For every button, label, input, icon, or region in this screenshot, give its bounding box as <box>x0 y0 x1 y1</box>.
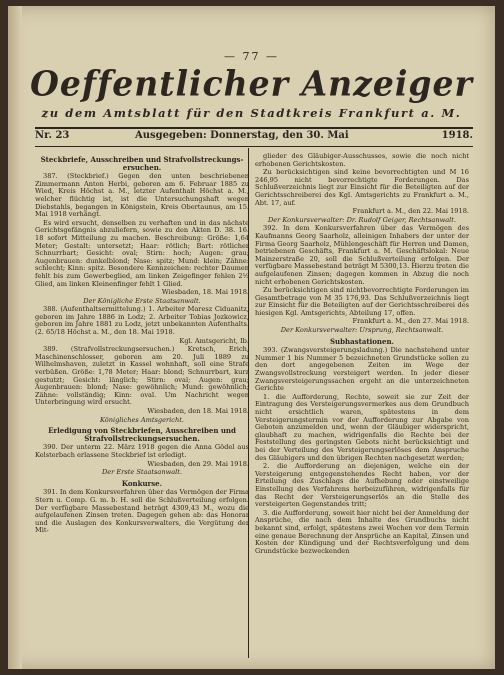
authority-line: Der Erste Staatsanwalt. <box>101 468 183 477</box>
notice-paragraph: Es wird ersucht, denselben zu verhaften und in das nächste Gerichtsgefängnis abzuliefern, sowie zu den Akten D. 38. 16. 18 sofort Mitteilung zu machen. Beschreibung: Größe: 1,64 Meter; Gestalt: untersetzt; Haar: rötlich; Bart: rötlicher Schnurrbart; Gesicht: oval; Stirn: hoch; Augen: grau; Augenbrauen: dunkelblond; Nase: spitz; Mund: klein; Zähne: schlecht; Kinn: spitz. Besondere Kennzeichen: rechter Daumen fehlt bis zum Gewerbeglied, am linken Zeigefinger fehlen 2½ Glied, am linken Kleinenfinger fehlt 1 Glied. <box>35 218 249 288</box>
gazette-subtitle: zu dem Amtsblatt für den Stadtkreis Frankfurt a. M. <box>41 106 462 120</box>
notice-paragraph: Zu berücksichtigen sind nichtbevorrechtigte Forderungen im Gesamtbetrage von M 35 176,93. Das Schlußverzeichnis liegt zur Einsicht für die Beteiligten auf der Gerichtsschreiberei des hiesigen Kgl. Amtsgerichts, Abteilung 17, offen. <box>255 286 469 317</box>
signature-line: Wiesbaden, den 29. Mai 1918. <box>147 459 249 468</box>
notice-paragraph: 2. die Aufforderung an diejenigen, welche ein der Versteigerung entgegenstehendes Recht haben, vor der Erteilung des Zuschlags die Aufhebung oder einstweilige Einstellung des Verfahrens herbeizuführen, widrigenfalls für das Recht der Versteigerungserlös an die Stelle des versteigerten Gegenstandes tritt; <box>255 462 469 509</box>
signature-line: Wiesbaden, den 18. Mai 1918. <box>147 407 249 415</box>
notice-paragraph: Zu berücksichtigen sind keine bevorrechtigten und M 16 246,95 nicht bevorrechtigte Forderungen. Das Schlußverzeichnis liegt zur Einsicht für die Beteiligten auf der Gerichtsschreiberei des Kgl. Amtsgerichts zu Frankfurt a. M., Abt. 17, auf. <box>255 168 469 207</box>
right-column <box>255 153 469 556</box>
notice-paragraph: 391. In dem Konkursverfahren über das Vermögen der Firma Stern u. Comp. G. m. b. H. soll die Schlußverteilung erfolgen. Der verfügbare Massebestand beträgt 4309,43 M., wozu die aufgelaufenen Zinsen treten. Dagegen gehen ab: das Honorar und die Auslagen des Konkursverwalters, die Vergütung der Mit- <box>35 488 249 535</box>
authority-line: Königliches Amtsgericht. <box>100 415 184 424</box>
notice-paragraph: 389. (Strafvollstreckungsersuchen.) Kretsch, Erich, Maschinenschlosser, geboren am 20. Juli 1889 zu Wilhelmshaven, zuletzt in Kassel wohnhaft, soll eine Strafe verbüßen. Größe: 1,78 Meter; Haar: blond; Schnurrbart, kurz gestutzt; Gesicht: länglich; Stirn: oval; Augen: grau; Augenbrauen: blond; Nase: gewöhnlich; Mund: gewöhnlich; Zähne: vollständig; Kinn: oval. Um Nachricht wegen Unterbringung wird ersucht. <box>35 345 249 407</box>
section-heading: Erledigung von Steckbriefen, Ausschreiben und Strafvollstreckungsersuchen. <box>48 426 236 443</box>
notice-paragraph: 387. (Steckbrief.) Gegen den unten beschriebenen Zimmermann Anton Herbi, geboren am 6. Februar 1885 zu Wied, Kreis Höchst a. M., letzter Aufenthalt Höchst a. M., welcher flüchtig ist, ist die Untersuchungshaft wegen Diebstahls, begangen in Königstein, Kreis Obertaunus, am 15. Mai 1918 verhängt. <box>35 172 249 219</box>
issue-year: 1918. <box>441 130 473 141</box>
issue-number: Nr. 23 <box>35 130 70 141</box>
signature-line: Wiesbaden, 18. Mai 1918. <box>161 288 249 297</box>
authority-line: Der Konkursverwalter: Ursprung, Rechtsanwalt. <box>280 326 444 335</box>
notice-paragraph: 388. (Aufenthaltsermittelung.) 1. Arbeiter Maresz Ciduanitz, geboren im Jahre 1886 in Lodz; 2. Arbeiter Tobias Jozkowicz, geboren im Jahre 1881 zu Lodz, jetzt unbekannten Aufenthalts. (2. 65/18 Höchst a. M., den 18. Mai 1918. <box>35 305 249 337</box>
header-rule-bottom <box>35 146 473 147</box>
issue-date: Ausgegeben: Donnerstag, den 30. Mai <box>135 130 349 141</box>
left-column <box>35 153 249 536</box>
section-heading: Konkurse. <box>121 478 163 488</box>
notice-paragraph: 390. Der unterm 22. März 1918 gegen die Anna Gödel aus Kelsterbach erlassene Steckbrief ist erledigt. <box>35 443 249 459</box>
section-heading: Steckbriefe, Ausschreiben und Strafvollstreckungs-ersuchen. <box>40 155 244 172</box>
section-heading: Subhastationen. <box>329 336 394 346</box>
notice-paragraph: glieder des Gläubiger-Ausschusses, sowie die noch nicht erhobenen Gerichtskosten. <box>255 152 469 168</box>
authority-line: Der Konkursverwalter: Dr. Rudolf Geiger, Rechtsanwalt. <box>267 215 457 224</box>
notice-paragraph: 3. die Aufforderung, soweit hier nicht bei der Anmeldung der Ansprüche, die nach dem Inhalte des Grundbuchs nicht bekannt sind, erfolgt, spätestens zwei Wochen vor dem Termin eine genaue Berechnung der Ansprüche an Kapital, Zinsen und Kosten der Kündigung und der Rechtsverfolgung und dem Grundstücke bezweckenden <box>255 508 469 555</box>
signature-line: Kgl. Amtsgericht, Ib. <box>179 336 249 345</box>
authority-line: Der Königliche Erste Staatsanwalt. <box>83 296 201 305</box>
signature-line: Frankfurt a. M., den 22. Mai 1918. <box>352 207 469 216</box>
gazette-page <box>8 6 495 669</box>
notice-paragraph: 1. die Aufforderung, Rechte, soweit sie zur Zeit der Eintragung des Versteigerungsvermerkes aus dem Grundbuch nicht ersichtlich waren, spätestens in dem Versteigerungstermin vor der Aufforderung zur Abgabe von Geboten anzumelden und, wenn der Gläubiger widerspricht, glaubhaft zu machen, widrigenfalls die Rechte bei der Feststellung des geringsten Gebots nicht berücksichtigt und bei der Verteilung des Versteigerungserlöses dem Anspruche des Gläubigers und den übrigen Rechten nachgesetzt werden; <box>255 392 469 462</box>
page-number: — 77 — <box>224 50 279 63</box>
header-rule-top <box>35 127 473 129</box>
gazette-title: Oeffentlicher Anzeiger <box>30 63 473 104</box>
notice-paragraph: 392. In dem Konkursverfahren über das Vermögen des Kaufmanns Georg Saarholz, alleinigen Inhabers der unter der Firma Georg Saarholz, Mühlengeschäft für Herren und Damen, betriebenen Geschäfts, Frankfurt a. M. Geschäftslokal: Neue Mainzerstraße 20, soll die Schlußverteilung erfolgen. Der verfügbare Massebestand beträgt M 5300,13. Hierzu treten die aufgelaufenen Zinsen; dagegen kommen in Abzug die noch nicht erhobenen Gerichtskosten. <box>255 224 469 286</box>
notice-paragraph: 393. (Zwangsversteigerungsladung.) Die nachstehend unter Nummer 1 bis Nummer 5 bezeichneten Grundstücke sollen zu den dort angegebenen Zeiten im Wege der Zwangsvollstreckung versteigert werden. In jeder dieser Zwangsversteigerungssachen ergeht an die unterzeichneten Gerichte <box>255 346 469 393</box>
signature-line: Frankfurt a. M., den 27. Mai 1918. <box>352 317 469 326</box>
issue-line <box>35 130 473 144</box>
